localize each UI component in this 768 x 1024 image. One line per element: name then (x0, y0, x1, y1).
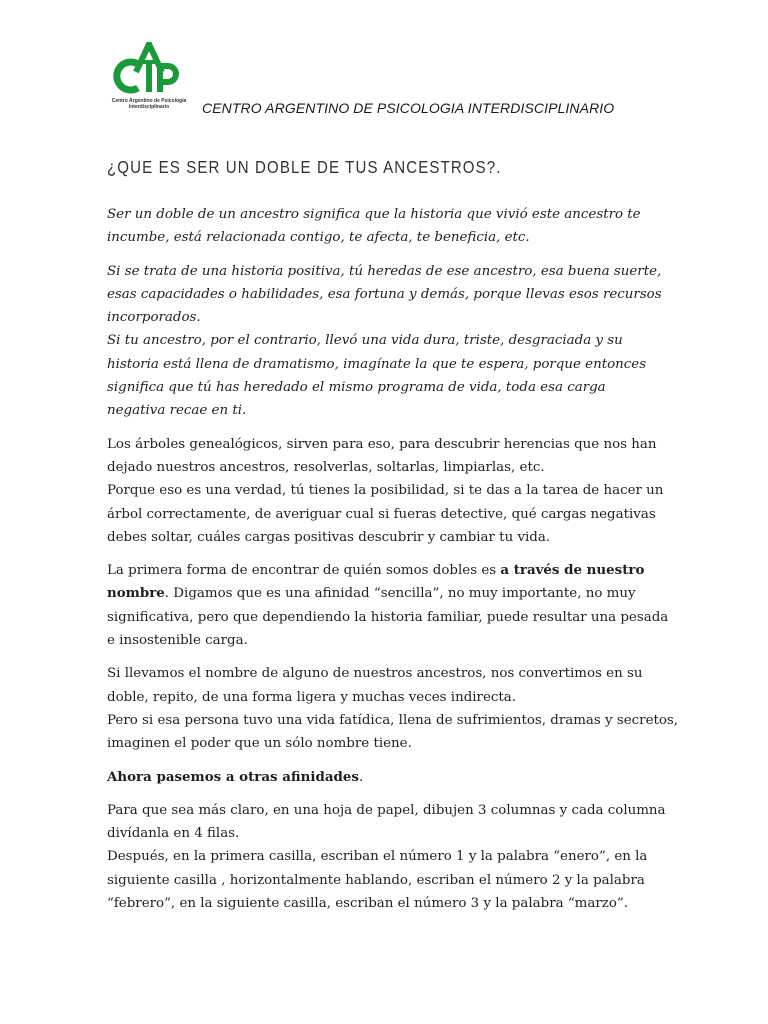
text-line: negativa recae en ti. (107, 403, 247, 419)
paragraph-7 (107, 799, 667, 915)
text-line: Ser un doble de un ancestro significa que la historia que vivió este ancestro te (107, 207, 641, 222)
logo-caption-line-1: Centro Argentino de Psicología (111, 98, 187, 104)
text-line: Pero si esa persona tuvo una vida fatídica, llena de sufrimientos, dramas y secretos, (107, 712, 679, 728)
text-line: significativa, pero que dependiendo la historia familiar, puede resultar una pesada (107, 609, 669, 625)
caip-logo-mark (106, 42, 192, 98)
document-body (107, 203, 679, 925)
logo-caption-line-2: Interdisciplinario (128, 104, 170, 110)
text-line: divídanla en 4 filas. (107, 826, 240, 842)
text-line: árbol correctamente, de averiguar cual si fueras detective, qué cargas negativas (107, 506, 656, 522)
paragraph-5 (107, 662, 679, 755)
paragraph-2 (107, 260, 667, 423)
text-line: Si llevamos el nombre de alguno de nuestros ancestros, nos convertimos en su (107, 666, 643, 682)
text-line: Si tu ancestro, por el contrario, llevó una vida dura, triste, desgraciada y su (107, 333, 623, 349)
text-line: siguiente casilla , horizontalmente hablando, escriban el número 2 y la palabra (107, 872, 645, 888)
bold-text: a través de nuestro (500, 562, 645, 579)
text-line: historia está llena de dramatismo, imagínate la que te espera, porque entonces (107, 356, 647, 372)
organization-name: CENTRO ARGENTINO DE PSICOLOGIA INTERDISCIPLINARIO (202, 100, 615, 116)
text-line: debes soltar, cuáles cargas positivas descubrir y cambiar tu vida. (107, 529, 551, 545)
text-run: La primera forma de encontrar de quién somos dobles es (107, 563, 501, 579)
text-line: incorporados. (107, 310, 201, 326)
bold-text: Ahora pasemos a otras afinidades (107, 768, 359, 785)
text-line: Para que sea más claro, en una hoja de papel, dibujen 3 columnas y cada columna (107, 802, 666, 818)
text-line: esas capacidades o habilidades, esa fortuna y demás, porque llevas esos recursos (107, 286, 662, 302)
text-line (107, 766, 667, 789)
text-line: imaginen el poder que un sólo nombre tiene. (107, 736, 412, 752)
text-line: significa que tú has heredado el mismo programa de vida, toda esa carga (107, 380, 606, 396)
text-line: e insostenible carga. (107, 633, 248, 649)
text-line: Los árboles genealógicos, sirven para eso, para descubrir herencias que nos han (107, 436, 657, 452)
text-run: . (358, 769, 364, 785)
text-line: Después, en la primera casilla, escriban el número 1 y la palabra “enero”, en la (107, 849, 648, 865)
paragraph-3 (107, 433, 667, 549)
caip-logo (106, 42, 192, 116)
paragraph-1 (107, 203, 667, 250)
paragraph-4 (107, 559, 667, 652)
text-line: doble, repito, de una forma ligera y muchas veces indirecta. (107, 689, 516, 705)
text-line: “febrero”, en la siguiente casilla, escriban el número 3 y la palabra “marzo”. (107, 896, 628, 912)
paragraph-6 (107, 766, 667, 789)
text-line (107, 559, 667, 582)
text-line: incumbe, está relacionada contigo, te afecta, te beneficia, etc. (107, 230, 530, 246)
text-line: dejado nuestros ancestros, resolverlas, soltarlas, limpiarlas, etc. (107, 459, 545, 475)
document-title: ¿QUE ES SER UN DOBLE DE TUS ANCESTROS?. (107, 157, 502, 177)
text-line (107, 582, 667, 605)
bold-text: nombre (107, 585, 165, 602)
text-run: . Digamos que es una afinidad “sencilla”, no muy importante, no muy (164, 586, 636, 602)
logo-caption (106, 98, 192, 110)
text-line: Si se trata de una historia positiva, tú heredas de ese ancestro, esa buena suerte, (107, 263, 662, 279)
text-line: Porque eso es una verdad, tú tienes la posibilidad, si te das a la tarea de hacer un (107, 483, 664, 499)
